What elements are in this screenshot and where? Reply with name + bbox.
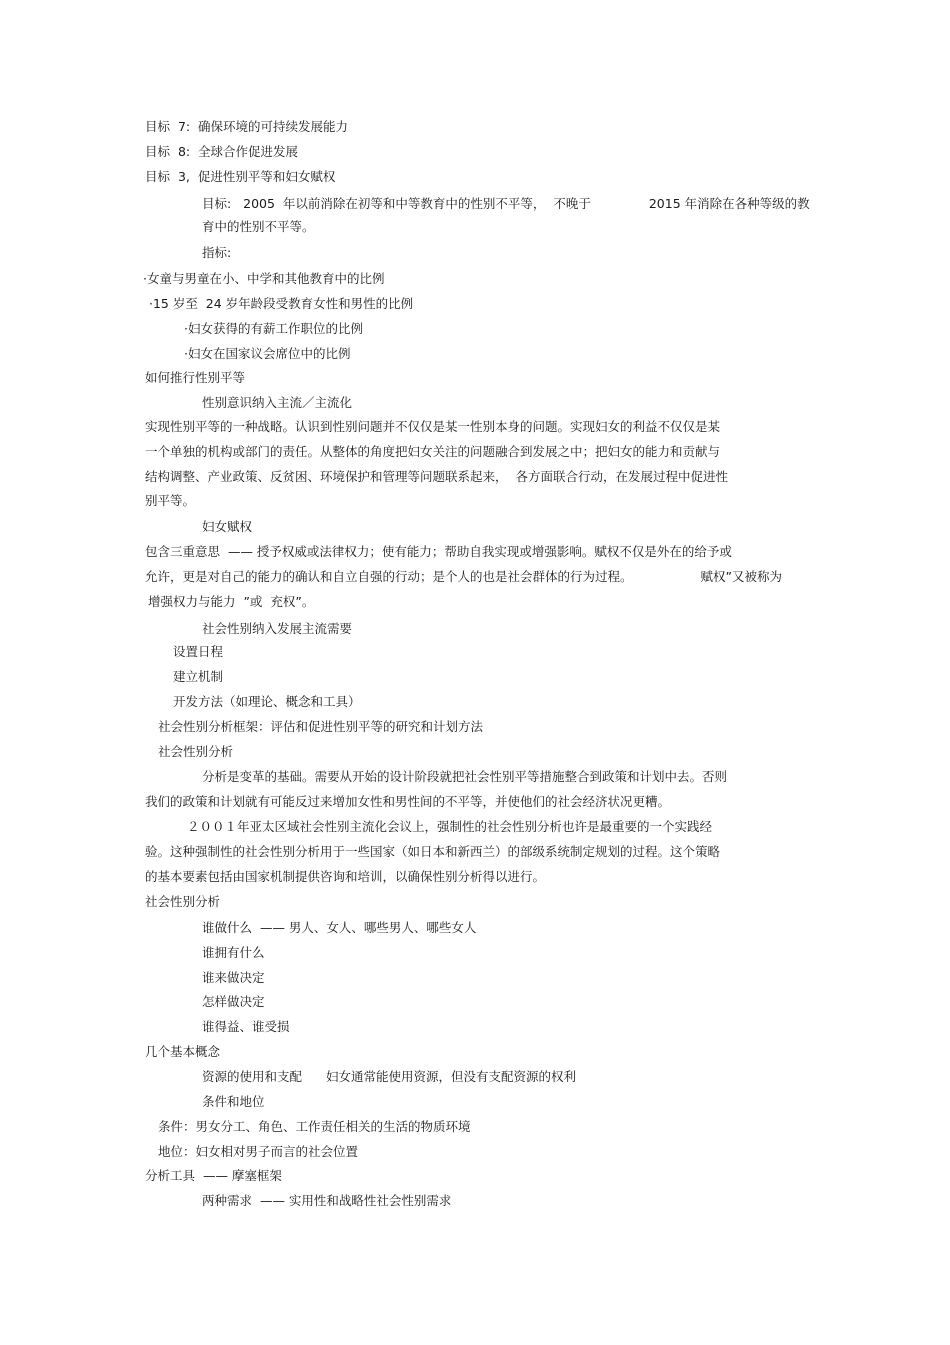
framework-line: 社会性别分析框架：评估和促进性别平等的研究和计划方法: [158, 719, 484, 734]
list-item: 谁拥有什么: [202, 945, 265, 960]
paragraph-text-a: 允许，更是对自己的能力的确认和自立自强的行动；是个人的也是社会群体的行为过程。: [145, 569, 633, 584]
concept-term: 资源的使用和支配: [202, 1069, 303, 1084]
goal-8-line: 目标 8: 全球合作促进发展: [145, 144, 299, 159]
paragraph-line: 验。这种强制性的社会性别分析用于一些国家（如日本和新西兰）的部级系统制定规划的过程。这个策略: [145, 844, 721, 859]
list-item: 设置日程: [173, 644, 224, 659]
goal-7-line: 目标 7: 确保环境的可持续发展能力: [145, 119, 349, 134]
paragraph-line: 包含三重意思 —— 授予权威或法律权力；使有能力；帮助自我实现或增强影响。赋权不仅是外在的给予或: [145, 544, 732, 559]
section-heading: 分析工具 —— 摩塞框架: [145, 1168, 282, 1183]
goal-3-line: 目标 3, 促进性别平等和妇女赋权: [145, 169, 336, 184]
target-text-b: 2015 年消除在各种等级的教: [648, 196, 810, 211]
concept-line: [202, 1068, 576, 1086]
definition-line: 地位：妇女相对男子而言的社会位置: [158, 1144, 359, 1159]
list-item: 建立机制: [173, 669, 224, 684]
list-item: 谁得益、谁受损: [202, 1019, 290, 1034]
paragraph-line: 的基本要素包括由国家机制提供咨询和培训，以确保性别分析得以进行。: [145, 869, 546, 884]
concept-definition: 妇女通常能使用资源，但没有支配资源的权利: [326, 1069, 577, 1084]
paragraph-line: 分析是变革的基础。需要从开始的设计阶段就把社会性别平等措施整合到政策和计划中去。否则: [202, 769, 728, 784]
paragraph-line: 别平等。: [145, 493, 196, 508]
paragraph-line: 我们的政策和计划就有可能反过来增加女性和男性间的不平等，并使他们的社会经济状况更糟。: [145, 794, 671, 809]
indicator-item: ·15 岁至 24 岁年龄段受教育女性和男性的比例: [149, 296, 414, 311]
list-item: 怎样做决定: [202, 994, 265, 1009]
paragraph-line: ２００１年亚太区域社会性别主流化会议上，强制性的社会性别分析也许是最重要的一个实践经: [187, 819, 713, 834]
target-continuation: 育中的性别不平等。: [202, 219, 315, 234]
definition-line: 条件：男女分工、角色、工作责任相关的生活的物质环境: [158, 1119, 471, 1134]
target-text-a: 目标: 2005 年以前消除在初等和中等教育中的性别不平等， 不晚于: [202, 196, 591, 211]
paragraph-line: 结构调整、产业政策、反贫困、环境保护和管理等问题联系起来， 各方面联合行动，在发展过程中促进性: [145, 469, 728, 484]
subheading: 社会性别纳入发展主流需要: [202, 621, 353, 636]
list-item: 条件和地位: [202, 1094, 265, 1109]
paragraph-text-b: 赋权”又被称为: [700, 569, 782, 584]
list-item: 两种需求 —— 实用性和战略性社会性别需求: [202, 1193, 452, 1208]
subheading: 社会性别分析: [158, 744, 234, 759]
list-item: 谁做什么 —— 男人、女人、哪些男人、哪些女人: [202, 920, 477, 935]
indicator-item: ·妇女获得的有薪工作职位的比例: [184, 321, 363, 336]
paragraph-line: 增强权力与能力 ”或 充权”。: [148, 594, 315, 609]
paragraph-line: 一个单独的机构或部门的责任。从整体的角度把妇女关注的问题融合到发展之中；把妇女的能力和贡献与: [145, 444, 721, 459]
section-heading: 如何推行性别平等: [145, 370, 246, 385]
subheading: 妇女赋权: [202, 519, 253, 534]
list-item: 谁来做决定: [202, 970, 265, 985]
list-item: 开发方法（如理论、概念和工具）: [173, 694, 361, 709]
section-heading: 几个基本概念: [145, 1044, 221, 1059]
paragraph-line: [145, 568, 782, 586]
section-heading: 社会性别分析: [145, 894, 221, 909]
indicators-label: 指标:: [202, 245, 232, 260]
indicator-item: ·女童与男童在小、中学和其他教育中的比例: [143, 271, 385, 286]
indicator-item: ·妇女在国家议会席位中的比例: [184, 346, 351, 361]
paragraph-line: 实现性别平等的一种战略。认识到性别问题并不仅仅是某一性别本身的问题。实现妇女的利益不仅仅是某: [145, 419, 721, 434]
target-line: [202, 195, 810, 213]
subheading: 性别意识纳入主流／主流化: [202, 395, 353, 410]
